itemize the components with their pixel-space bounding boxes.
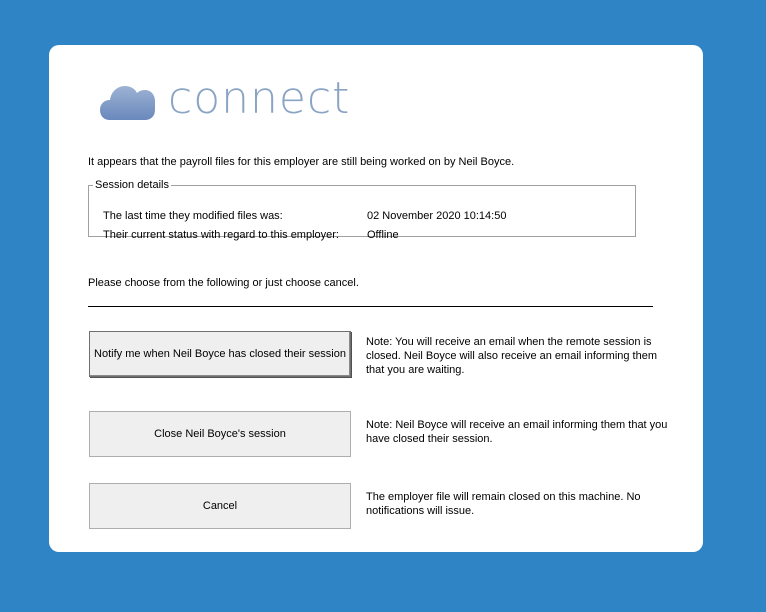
- intro-message: It appears that the payroll files for this employer are still being worked on by Neil Boyce.: [88, 156, 515, 168]
- notify-when-closed-button[interactable]: Notify me when Neil Boyce has closed their session: [89, 331, 351, 377]
- current-status-row: [103, 229, 399, 241]
- connect-logo: [100, 75, 350, 127]
- current-status-label: Their current status with regard to this employer:: [103, 229, 339, 241]
- close-session-button[interactable]: Close Neil Boyce's session: [89, 411, 351, 457]
- choose-instruction: Please choose from the following or just choose cancel.: [88, 277, 359, 289]
- session-details-group: [88, 179, 636, 241]
- divider: [88, 306, 653, 307]
- last-modified-label: The last time they modified files was:: [103, 210, 283, 222]
- cancel-button[interactable]: Cancel: [89, 483, 351, 529]
- close-session-note: Note: Neil Boyce will receive an email informing them that you have closed their session.: [366, 419, 668, 445]
- cloud-icon: [100, 80, 156, 122]
- current-status-value: Offline: [367, 229, 399, 241]
- session-details-legend: Session details: [95, 179, 169, 191]
- last-modified-row: [103, 210, 507, 222]
- dialog-window: [49, 45, 703, 552]
- notify-note: Note: You will receive an email when the remote session is closed. Neil Boyce will also receive an email informing them that you are waiting.: [366, 336, 658, 376]
- cancel-note: The employer file will remain closed on this machine. No notifications will issue.: [366, 491, 641, 517]
- last-modified-value: 02 November 2020 10:14:50: [367, 210, 507, 222]
- logo-text: connect: [168, 73, 351, 124]
